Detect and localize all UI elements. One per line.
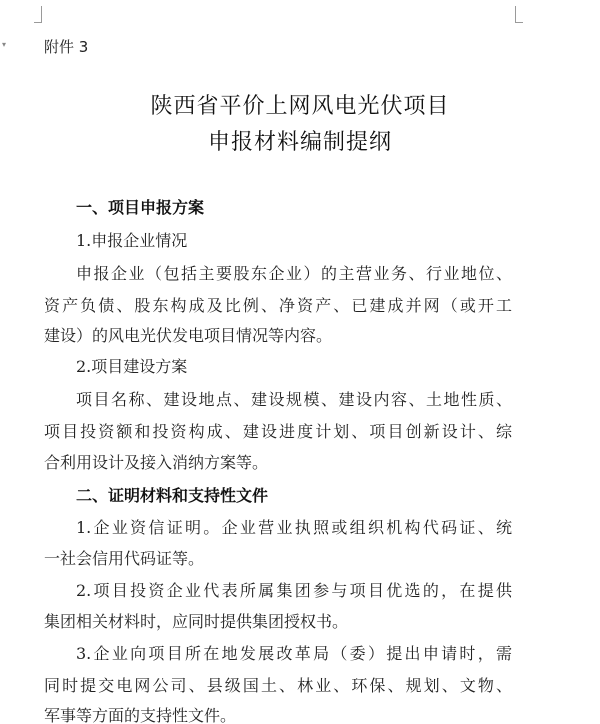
section-1-item-2-line-2: 项目投资额和投资构成、建设进度计划、项目创新设计、综 [44, 422, 512, 441]
section-1-item-2-label: 2.项目建设方案 [76, 357, 188, 376]
section-1-item-1-line-2: 资产负债、股东构成及比例、净资产、已建成并网（或开工 [44, 296, 512, 315]
crop-mark-top-right [515, 6, 523, 23]
section-2-item-3-line-1: 3.企业向项目所在地发展改革局（委）提出申请时，需 [76, 644, 512, 663]
document-title-line-2: 申报材料编制提纲 [207, 130, 392, 155]
section-1-item-1-line-3: 建设）的风电光伏发电项目情况等内容。 [44, 326, 333, 345]
section-2-item-3-line-3: 军事等方面的支持性文件。 [44, 706, 237, 724]
section-1-heading: 一、项目申报方案 [76, 198, 205, 217]
section-2-item-2-line-1: 2.项目投资企业代表所属集团参与项目优选的，在提供 [76, 581, 512, 600]
collapse-arrow-icon[interactable]: ▾ [2, 40, 7, 49]
document-title-line-1: 陕西省平价上网风电光伏项目 [150, 94, 450, 119]
section-1-item-2-line-1: 项目名称、建设地点、建设规模、建设内容、土地性质、 [76, 390, 512, 409]
section-1-item-1-label: 1.申报企业情况 [76, 231, 188, 250]
section-2-item-3-line-2: 同时提交电网公司、县级国土、林业、环保、规划、文物、 [44, 676, 512, 695]
section-2-item-1-line-2: 一社会信用代码证等。 [44, 549, 205, 568]
attachment-label: 附件 3 [44, 38, 89, 56]
section-1-item-2-line-3: 合利用设计及接入消纳方案等。 [44, 453, 269, 472]
section-2-heading: 二、证明材料和支持性文件 [76, 486, 269, 505]
section-1-item-1-line-1: 申报企业（包括主要股东企业）的主营业务、行业地位、 [76, 264, 512, 283]
crop-mark-top-left [34, 6, 42, 23]
section-2-item-1-line-1: 1.企业资信证明。企业营业执照或组织机构代码证、统 [76, 518, 512, 537]
section-2-item-2-line-2: 集团相关材料时，应同时提供集团授权书。 [44, 612, 349, 631]
